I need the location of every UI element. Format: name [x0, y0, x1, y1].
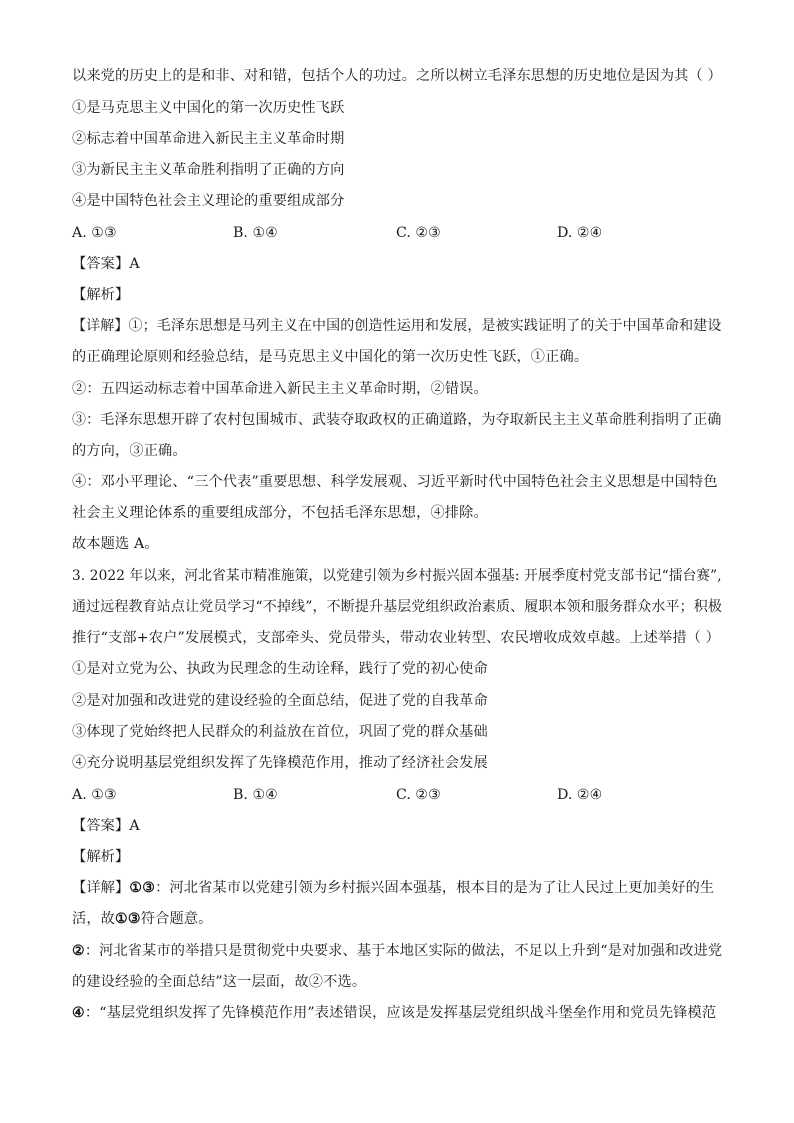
- q3-stem-line-2: 通过远程教育站点让党员学习“不掉线”，不断提升基层党组织政治素质、履职本领和服务群众水平；积极: [72, 599, 722, 615]
- answer-tag: 【答案】: [72, 818, 130, 834]
- q3-detail-line-5: [72, 1003, 716, 1023]
- q3-stem-line-3: 推行“支部+农户”发展模式，支部牵头、党员带头，带动农业转型、农民增收成效卓越。上述举措（ ）: [72, 630, 721, 646]
- q3-answer: [72, 816, 140, 836]
- q3-option-b: B. ①④: [233, 787, 278, 803]
- q3-option-c: C. ②③: [396, 787, 441, 803]
- q2-option-c: C. ②③: [396, 225, 441, 241]
- q3-item-2: ②是对加强和改进党的建设经验的全面总结，促进了党的自我革命: [72, 693, 488, 709]
- detail-text: ①；毛泽东思想是马列主义在中国的创造性运用和发展，是被实践证明了的关于中国革命和建设: [128, 318, 722, 334]
- q2-detail-line-7: 社会主义理论体系的重要组成部分，不包括毛泽东思想，④排除。: [72, 505, 488, 521]
- q2-detail-line-2: 的正确理论原则和经验总结，是马克思主义中国化的第一次历史性飞跃，①正确。: [72, 349, 589, 365]
- detail-mark: ④: [72, 1005, 85, 1021]
- q3-detail-line-2: [72, 909, 212, 929]
- q3-detail-line-3: [72, 941, 722, 961]
- detail-mark: ①③: [115, 911, 141, 927]
- q3-option-d: D. ②④: [557, 787, 603, 803]
- q2-detail-line-4: ③：毛泽东思想开辟了农村包围城市、武装夺取政权的正确道路，为夺取新民主主义革命胜利指明了正确: [72, 412, 722, 428]
- detail-tag: 【详解】: [72, 880, 130, 896]
- q2-item-4: ④是中国特色社会主义理论的重要组成部分: [72, 193, 345, 209]
- q3-stem-line-1: 3. 2022 年以来，河北省某市精准施策，以党建引领为乡村振兴固本强基: 开展季度村党支部书记“擂台赛”,: [72, 568, 722, 584]
- q2-item-1: ①是马克思主义中国化的第一次历史性飞跃: [72, 100, 345, 116]
- detail-mark: ②: [72, 943, 85, 959]
- detail-text: ：“基层党组织发挥了先锋模范作用”表述错误，应该是发挥基层党组织战斗堡垒作用和党员先锋模范: [84, 1005, 717, 1021]
- detail-text: ：河北省某市的举措只是贯彻党中央要求、基于本地区实际的做法，不足以上升到“是对加强和改进党: [84, 943, 723, 959]
- q2-item-2: ②标志着中国革命进入新民主主义革命时期: [72, 131, 345, 147]
- answer-tag: 【答案】: [72, 256, 130, 272]
- q2-detail-line-1: [72, 316, 722, 336]
- q3-item-4: ④充分说明基层党组织发挥了先锋模范作用，推动了经济社会发展: [72, 755, 488, 771]
- q2-conclusion: 故本题选 A。: [72, 536, 159, 552]
- q2-answer: [72, 254, 140, 274]
- q2-option-d: D. ②④: [557, 225, 603, 241]
- q2-analysis-tag: 【解析】: [72, 287, 130, 303]
- q3-detail-line-4: 的建设经验的全面总结”这一层面，故②不选。: [72, 974, 367, 990]
- q3-detail-line-1: [72, 878, 714, 898]
- q2-option-b: B. ①④: [233, 225, 278, 241]
- detail-mark: ①③: [129, 880, 156, 896]
- answer-value: A: [129, 256, 140, 272]
- q2-detail-line-3: ②：五四运动标志着中国革命进入新民主主义革命时期，②错误。: [72, 381, 488, 397]
- q3-item-3: ③体现了党始终把人民群众的利益放在首位，巩固了党的群众基础: [72, 724, 488, 740]
- q2-detail-line-5: 的方向，③正确。: [72, 443, 187, 459]
- detail-tag: 【详解】: [72, 318, 129, 334]
- q2-item-3: ③为新民主主义革命胜利指明了正确的方向: [72, 162, 345, 178]
- q2-option-a: A. ①③: [72, 225, 117, 241]
- q2-stem-tail: 以来党的历史上的是和非、对和错，包括个人的功过。之所以树立毛泽东思想的历史地位是因为其（ ）: [72, 68, 722, 84]
- detail-text: 符合题意。: [140, 911, 213, 927]
- detail-text: 活，故: [72, 911, 116, 927]
- q3-item-1: ①是对立党为公、执政为民理念的生动诠释，践行了党的初心使命: [72, 661, 488, 677]
- q3-option-a: A. ①③: [72, 787, 117, 803]
- q3-analysis-tag: 【解析】: [72, 849, 130, 865]
- q2-detail-line-6: ④：邓小平理论、“三个代表”重要思想、科学发展观、习近平新时代中国特色社会主义思想是中国特色: [72, 474, 718, 490]
- answer-value: A: [129, 818, 140, 834]
- detail-text: ：河北省某市以党建引领为乡村振兴固本强基，根本目的是为了让人民过上更加美好的生: [155, 880, 715, 896]
